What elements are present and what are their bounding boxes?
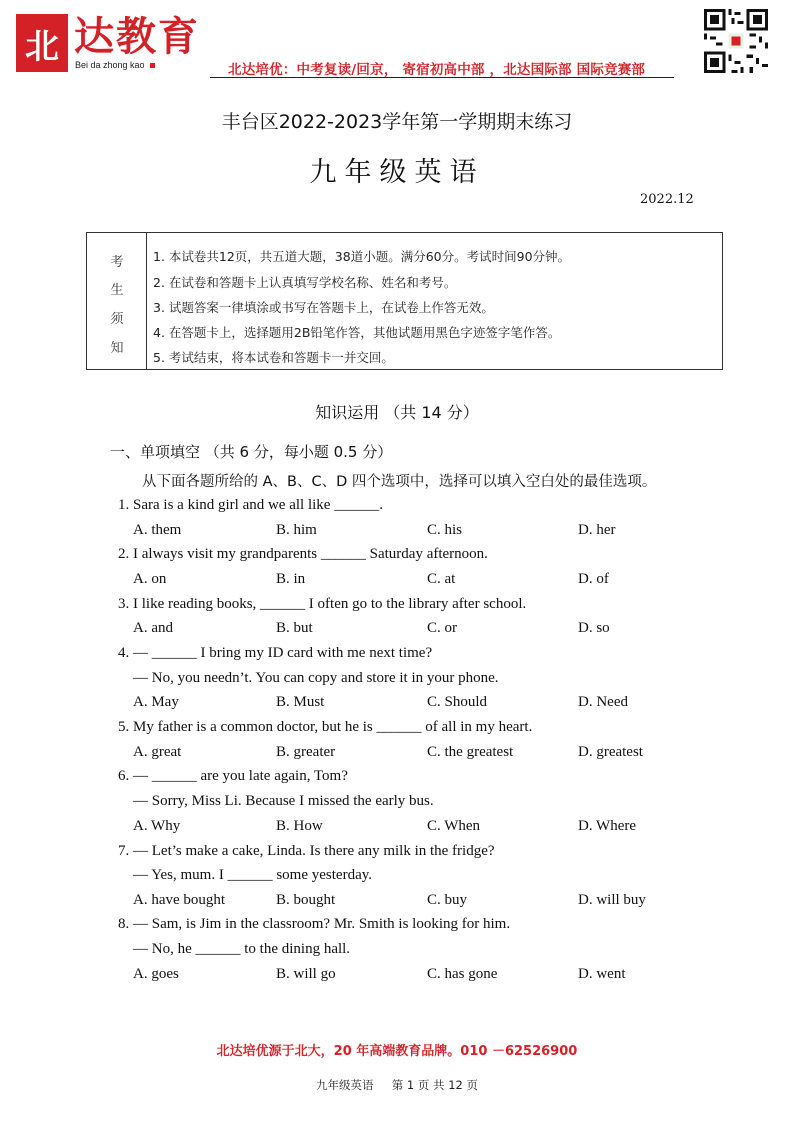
option-b: B. Must [276,694,325,710]
logo-subtitle-text: Bei da zhong kao [75,60,145,70]
exam-title: 丰台区2022-2023学年第一学期期末练习 [221,111,573,133]
option-a: A. on [133,571,167,587]
option-a: A. May [133,694,179,710]
option-c: C. has gone [427,966,498,982]
option-d: D. went [578,966,626,982]
question-stem: 3. I like reading books, ______ I often go to the library after school. [118,596,527,612]
header-divider [210,77,674,78]
option-b: B. How [276,818,323,834]
question-stem: — Yes, mum. I ______ some yesterday. [133,867,373,883]
question-stem: — No, he ______ to the dining hall. [133,941,351,957]
notice-item: 4. 在答题卡上，选择题用2B铅笔作答，其他试题用黑色字迹签字笔作答。 [153,325,561,340]
option-a: A. them [133,522,182,538]
section-title: 一、单项填空 （共 6 分，每小题 0.5 分） [110,443,393,461]
option-c: C. the greatest [427,744,514,760]
question-stem: — Sorry, Miss Li. Because I missed the early bus. [133,793,434,809]
option-a: A. great [133,744,182,760]
logo-text: 达教育 [74,13,200,60]
option-d: D. so [578,620,610,636]
header-slogan: 北达培优：中考复读/回京， 寄宿初高中部 ，北达国际部 国际竞赛部 [228,62,646,78]
option-b: B. in [276,571,306,587]
option-b: B. bought [276,892,336,908]
option-a: A. and [133,620,173,636]
option-d: D. Where [578,818,637,834]
logo-mark: 北 [16,14,68,72]
qr-code-icon [704,9,768,73]
logo-subtitle [75,60,155,70]
option-b: B. him [276,522,317,538]
notice-label [87,233,147,369]
notice-item: 5. 考试结束，将本试卷和答题卡一并交回。 [153,350,394,365]
question-stem: 8. — Sam, is Jim in the classroom? Mr. Smith is looking for him. [118,916,511,932]
option-a: A. Why [133,818,181,834]
option-c: C. at [427,571,456,587]
option-c: C. Should [427,694,488,710]
part-title: 知识运用 （共 14 分） [315,403,479,422]
question-stem: 1. Sara is a kind girl and we all like ______. [118,497,383,513]
option-b: B. greater [276,744,336,760]
option-b: B. will go [276,966,336,982]
question-stem: — No, you needn’t. You can copy and store it in your phone. [133,670,499,686]
option-d: D. Need [578,694,628,710]
option-d: D. will buy [578,892,646,908]
question-stem: 2. I always visit my grandparents ______ Saturday afternoon. [118,546,488,562]
notice-item: 3. 试题答案一律填涂或书写在答题卡上，在试卷上作答无效。 [153,300,494,315]
option-a: A. goes [133,966,179,982]
option-c: C. his [427,522,463,538]
question-stem: 6. — ______ are you late again, Tom? [118,768,348,784]
question-stem: 4. — ______ I bring my ID card with me next time? [118,645,433,661]
exam-date: 2022.12 [640,192,694,207]
question-stem: 5. My father is a common doctor, but he is ______ of all in my heart. [118,719,533,735]
question-stem: 7. — Let’s make a cake, Linda. Is there any milk in the fridge? [118,843,495,859]
option-c: C. When [427,818,481,834]
option-b: B. but [276,620,313,636]
notice-label-char: 须 [110,312,124,327]
option-c: C. or [427,620,457,636]
option-c: C. buy [427,892,468,908]
notice-item: 2. 在试卷和答题卡上认真填写学校名称、姓名和考号。 [153,275,457,290]
notice-label-char: 考 [110,255,124,270]
logo-square-icon [150,63,155,68]
section-instruction: 从下面各题所给的 A、B、C、D 四个选项中，选择可以填入空白处的最佳选项。 [142,474,657,490]
option-d: D. greatest [578,744,643,760]
option-a: A. have bought [133,892,226,908]
notice-item: 1. 本试卷共12页，共五道大题，38道小题。满分60分。考试时间90分钟。 [153,249,571,264]
page-footer: 九年级英语 第 1 页 共 12 页 [315,1078,478,1092]
notice-label-char: 知 [110,341,124,356]
subject-title: 九年级英语 [309,157,485,188]
option-d: D. of [578,571,609,587]
notice-box [86,232,723,370]
notice-label-char: 生 [110,283,124,298]
option-d: D. her [578,522,616,538]
footer-promo: 北达培优源于北大，20 年高端教育品牌。010 －62526900 [216,1044,578,1059]
